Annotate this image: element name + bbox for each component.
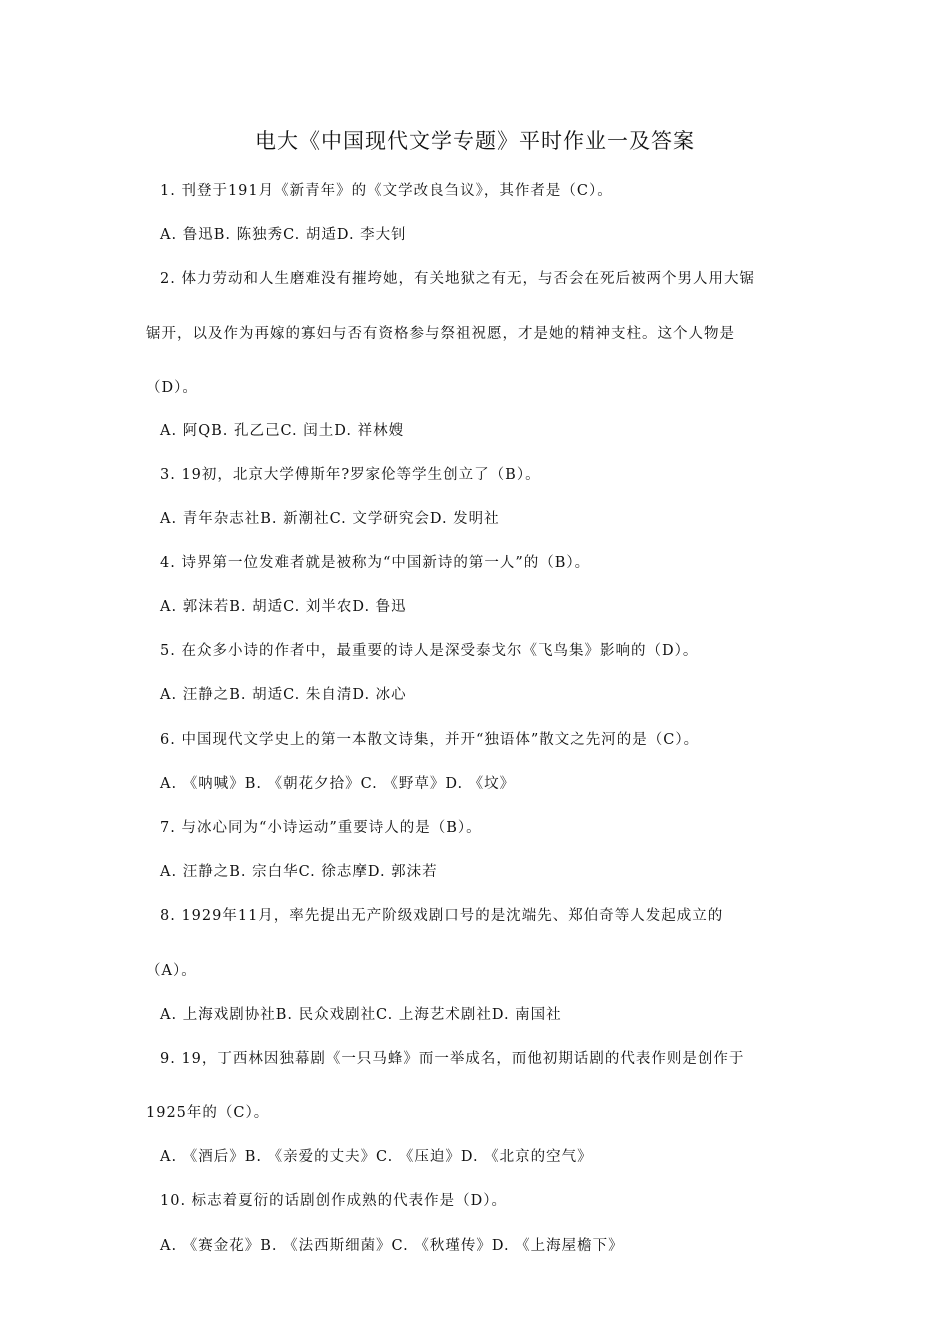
question-6: 6. 中国现代文学史上的第一本散文诗集，并开“独语体”散文之先河的是（C）。 — [160, 732, 700, 748]
question-2-answer: （D）。 — [146, 380, 198, 396]
question-7: 7. 与冰心同为“小诗运动”重要诗人的是（B）。 — [160, 820, 482, 836]
options-2: A. 阿QB. 孔乙己C. 闰土D. 祥林嫂 — [160, 423, 405, 439]
options-6: A. 《呐喊》B. 《朝花夕拾》C. 《野草》D. 《坟》 — [160, 776, 516, 792]
question-8-answer: （A）。 — [146, 963, 197, 979]
options-5: A. 汪静之B. 胡适C. 朱自清D. 冰心 — [160, 687, 407, 703]
options-10: A. 《赛金花》B. 《法西斯细菌》C. 《秋瑾传》D. 《上海屋檐下》 — [160, 1238, 624, 1254]
question-3: 3. 19初，北京大学傅斯年?罗家伦等学生创立了（B）。 — [160, 467, 541, 483]
options-9: A. 《酒后》B. 《亲爱的丈夫》C. 《压迫》D. 《北京的空气》 — [160, 1149, 593, 1165]
question-1: 1. 刊登于191月《新青年》的《文学改良刍议》，其作者是（C）。 — [160, 183, 613, 199]
options-7: A. 汪静之B. 宗白华C. 徐志摩D. 郭沫若 — [160, 864, 438, 880]
question-9-cont: 1925年的（C）。 — [146, 1105, 270, 1121]
question-10: 10. 标志着夏衍的话剧创作成熟的代表作是（D）。 — [160, 1193, 508, 1209]
question-4: 4. 诗界第一位发难者就是被称为“中国新诗的第一人”的（B）。 — [160, 555, 591, 571]
options-8: A. 上海戏剧协社B. 民众戏剧社C. 上海艺术剧社D. 南国社 — [160, 1007, 562, 1023]
options-4: A. 郭沫若B. 胡适C. 刘半农D. 鲁迅 — [160, 599, 407, 615]
question-2-cont: 锯开，以及作为再嫁的寡妇与否有资格参与祭祖祝愿，才是她的精神支柱。这个人物是 — [146, 326, 735, 342]
question-2: 2. 体力劳动和人生磨难没有摧垮她，有关地狱之有无，与否会在死后被两个男人用大锯 — [160, 271, 755, 287]
document-title: 电大《中国现代文学专题》平时作业一及答案 — [255, 129, 695, 153]
question-9: 9. 19，丁西林因独幕剧《一只马蜂》而一举成名，而他初期话剧的代表作则是创作于 — [160, 1051, 745, 1067]
question-8: 8. 1929年11月，率先提出无产阶级戏剧口号的是沈端先、郑伯奇等人发起成立的 — [160, 908, 724, 924]
question-5: 5. 在众多小诗的作者中，最重要的诗人是深受泰戈尔《飞鸟集》影响的（D）。 — [160, 643, 699, 659]
options-3: A. 青年杂志社B. 新潮社C. 文学研究会D. 发明社 — [160, 511, 500, 527]
options-1: A. 鲁迅B. 陈独秀C. 胡适D. 李大钊 — [160, 227, 407, 243]
